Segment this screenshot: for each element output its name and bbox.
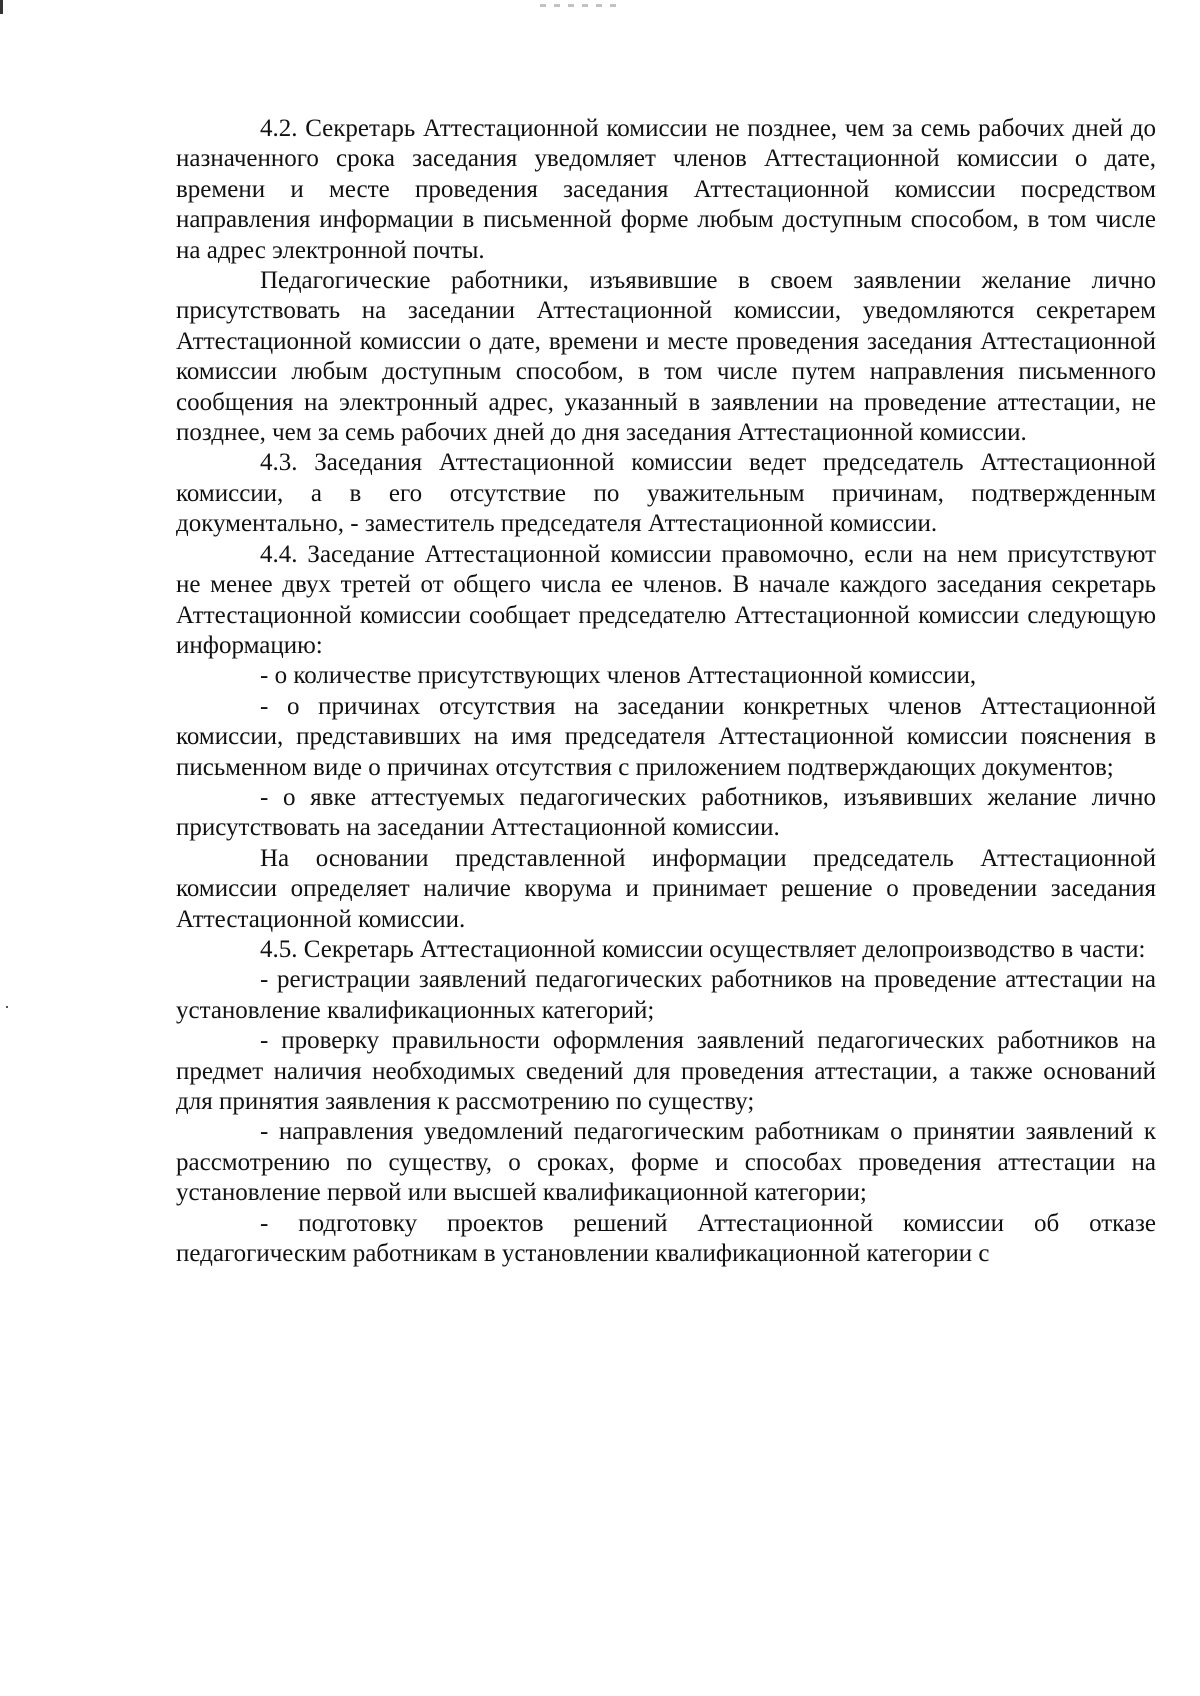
list-item-attendance: - о явке аттестуемых педагогических работников, изъявивших желание лично присутствовать на заседании Аттестационной комиссии. <box>176 783 1156 842</box>
scan-top-mark <box>540 4 620 7</box>
document-body <box>176 114 1156 1269</box>
list-item-members-count: - о количестве присутствующих членов Аттестационной комиссии, <box>260 662 977 690</box>
list-item-verification: - проверку правильности оформления заявлений педагогических работников на предмет наличия необходимых сведений для проведения аттестации, а также оснований для принятия заявления к рассмотрению по существу; <box>176 1027 1156 1115</box>
paragraph-notification: Педагогические работники, изъявившие в своем заявлении желание лично присутствовать на заседании Аттестационной комиссии, уведомляются секретарем Аттестационной комиссии о дате, времени и месте проведения заседания Аттестационной комиссии любым доступным способом, в том числе путем направления письменного сообщения на электронный адрес, указанный в заявлении на проведение аттестации, не позднее, чем за семь рабочих дней до дня заседания Аттестационной комиссии. <box>176 267 1156 447</box>
list-item-registration: - регистрации заявлений педагогических работников на проведение аттестации на установление квалификационных категорий; <box>176 966 1156 1024</box>
paragraph-4-5: 4.5. Секретарь Аттестационной комиссии осуществляет делопроизводство в части: <box>260 935 1146 963</box>
paragraph-quorum: На основании представленной информации председатель Аттестационной комиссии определяет наличие кворума и принимает решение о проведении заседания Аттестационной комиссии. <box>176 844 1156 933</box>
paragraph-4-3: 4.3. Заседания Аттестационной комиссии ведет председатель Аттестационной комиссии, а в его отсутствие по уважительным причинам, подтвержденным документально, - заместитель председателя Аттестационной комиссии. <box>176 449 1156 538</box>
list-item-notifications: - направления уведомлений педагогическим работникам о принятии заявлений к рассмотрению по существу, о сроках, форме и способах проведения аттестации на установление первой или высшей квалификационной категории; <box>176 1118 1156 1207</box>
paragraph-4-4: 4.4. Заседание Аттестационной комиссии правомочно, если на нем присутствуют не менее двух третей от общего числа ее членов. В начале каждого заседания секретарь Аттестационной комиссии сообщает председателю Аттестационной комиссии следующую информацию: <box>176 540 1156 659</box>
scan-dust <box>6 1006 8 1008</box>
paragraph-4-2: 4.2. Секретарь Аттестационной комиссии не позднее, чем за семь рабочих дней до назначенного срока заседания уведомляет членов Аттестационной комиссии о дате, времени и месте проведения заседания Аттестационной комиссии посредством направления информации в письменной форме любым доступным способом, в том числе на адрес электронной почты. <box>176 115 1156 264</box>
list-item-absence-reasons: - о причинах отсутствия на заседании конкретных членов Аттестационной комиссии, представивших на имя председателя Аттестационной комиссии пояснения в письменном виде о причинах отсутствия с приложением подтверждающих документов; <box>176 692 1156 781</box>
scan-edge-mark <box>0 0 3 14</box>
list-item-draft-decisions: - подготовку проектов решений Аттестационной комиссии об отказе педагогическим работникам в установлении квалификационной категории с <box>176 1209 1156 1268</box>
